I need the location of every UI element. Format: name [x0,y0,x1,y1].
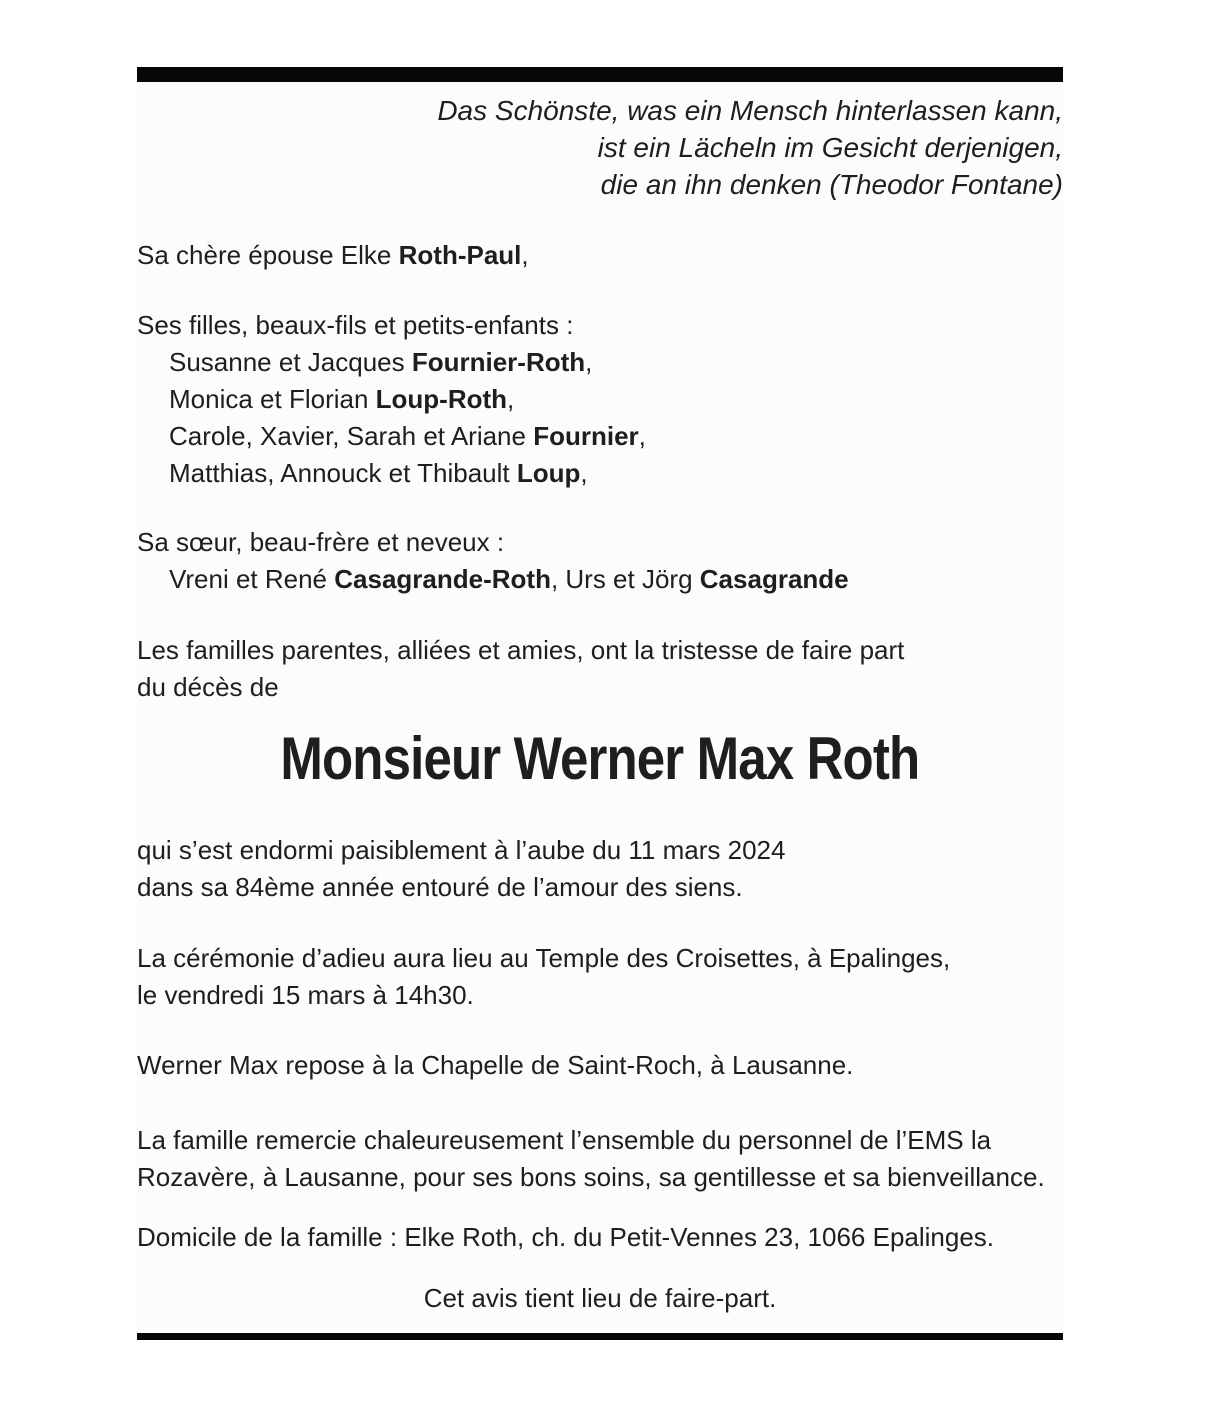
child-line [137,455,1063,492]
closing-paragraph [137,1280,1063,1317]
repose-line: Werner Max repose à la Chapelle de Saint-Roch, à Lausanne. [137,1050,854,1080]
death-paragraph [137,832,1063,906]
child-text-end: , [585,347,593,377]
deceased-name: Monsieur Werner Max Roth [280,725,920,792]
child-surname: Loup-Roth [375,384,508,414]
spouse-surname: Roth-Paul [398,240,522,270]
deceased-name-heading [137,725,1063,792]
epigraph-quote [137,92,1063,203]
announcement-line: Les familles parentes, alliées et amies, ont la tristesse de faire part [137,635,905,665]
child-line [137,381,1063,418]
domicile-line: Domicile de la famille : Elke Roth, ch. du Petit-Vennes 23, 1066 Epalinges. [137,1222,995,1252]
siblings-text: Vreni et René [169,564,335,594]
announcement-paragraph [137,632,1063,706]
siblings-surname: Casagrande-Roth [334,564,551,594]
top-rule [137,67,1063,82]
child-text: Monica et Florian [169,384,376,414]
ceremony-paragraph [137,940,1063,1014]
spouse-text: Sa chère épouse Elke [137,240,399,270]
children-paragraph [137,307,1063,492]
children-header: Ses filles, beaux-fils et petits-enfants : [137,310,574,340]
domicile-paragraph [137,1219,1063,1256]
announcement-line: du décès de [137,672,279,702]
child-surname: Fournier [533,421,639,451]
spouse-text-end: , [521,240,529,270]
child-line [137,344,1063,381]
epigraph-line: ist ein Lächeln im Gesicht derjenigen, [597,132,1063,163]
ceremony-line: le vendredi 15 mars à 14h30. [137,980,474,1010]
child-surname: Loup [516,458,581,488]
child-text-end: , [638,421,646,451]
thanks-line: La famille remercie chaleureusement l’ensemble du personnel de l’EMS la [137,1125,992,1155]
spouse-line [137,237,1063,274]
child-surname: Fournier-Roth [411,347,586,377]
thanks-line: Rozavère, à Lausanne, pour ses bons soins, sa gentillesse et sa bienveillance. [137,1162,1045,1192]
bottom-rule [137,1333,1063,1340]
child-text: Carole, Xavier, Sarah et Ariane [169,421,534,451]
obituary-notice [137,67,1063,1340]
siblings-surname-2: Casagrande [699,564,849,594]
repose-paragraph [137,1047,1063,1084]
siblings-text-mid: , Urs et Jörg [550,564,700,594]
child-text: Matthias, Annouck et Thibault [169,458,517,488]
child-text-end: , [507,384,515,414]
siblings-header: Sa sœur, beau-frère et neveux : [137,527,505,557]
death-line: qui s’est endormi paisiblement à l’aube du 11 mars 2024 [137,835,786,865]
siblings-line [137,561,1063,598]
ceremony-line: La cérémonie d’adieu aura lieu au Temple des Croisettes, à Epalinges, [137,943,951,973]
closing-line: Cet avis tient lieu de faire-part. [423,1283,777,1313]
epigraph-line: die an ihn denken (Theodor Fontane) [600,169,1063,200]
epigraph-line: Das Schönste, was ein Mensch hinterlassen kann, [437,95,1063,126]
child-line [137,418,1063,455]
thanks-paragraph [137,1122,1063,1196]
siblings-paragraph [137,524,1063,598]
child-text-end: , [580,458,588,488]
death-line: dans sa 84ème année entouré de l’amour des siens. [137,872,743,902]
child-text: Susanne et Jacques [169,347,412,377]
